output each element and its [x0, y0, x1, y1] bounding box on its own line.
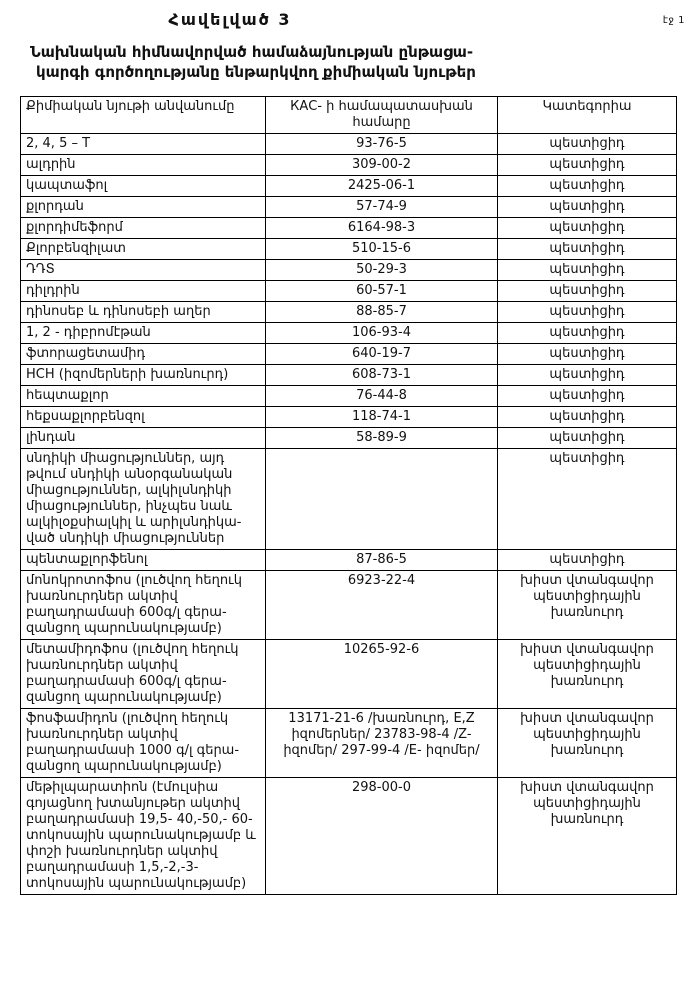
category-cell: խիստ վտանգավոր պեստիցիդային խառնուրդ [498, 570, 677, 639]
category-cell: պեստիցիդ [498, 217, 677, 238]
chemical-name-cell: Քլորբենզիլատ [21, 238, 266, 259]
cas-number-cell: 6923-22-4 [266, 570, 498, 639]
chemical-name-cell: սնդիկի միացություններ, այդ թվում սնդիկի անօրգանական միացություններ, ալկիլսնդիկի միացություններ, ինչպես նաև ալկիլօքսիալկիլ և արիլսնդիկա-ված սնդիկի միացություններ [21, 448, 266, 549]
chemical-name-cell: հեպտաքլոր [21, 385, 266, 406]
chemical-name-cell: դիլդրին [21, 280, 266, 301]
category-cell: պեստիցիդ [498, 343, 677, 364]
category-cell: պեստիցիդ [498, 427, 677, 448]
table-row [21, 385, 677, 406]
chemical-name-cell: մեթիլպարատիոն (էմուլսիա գոյացնող խտանյութեր ակտիվ բաղադրամասի 19,5- 40,-50,- 60- տոկոսային պարունակությամբ և փոշի խառնուրդներ ակտիվ բաղադրամասի 1,5,-2,-3- տոկոսային պարունակությամբ) [21, 777, 266, 894]
category-cell: պեստիցիդ [498, 133, 677, 154]
chemical-name-cell: ալդրին [21, 154, 266, 175]
cas-number-cell [266, 448, 498, 549]
subtitle-line: Նախնական հիմնավորված համաձայնության ընթացա- [30, 43, 474, 61]
cas-number-cell: 93-76-5 [266, 133, 498, 154]
chemical-name-cell: քլորդիմեֆորմ [21, 217, 266, 238]
table-row [21, 448, 677, 549]
category-cell: խիստ վտանգավոր պեստիցիդային խառնուրդ [498, 777, 677, 894]
chemical-name-cell: քլորդան [21, 196, 266, 217]
chemical-name-cell: HCH (իզոմերների խառնուրդ) [21, 364, 266, 385]
cas-number-cell: 58-89-9 [266, 427, 498, 448]
category-cell: խիստ վտանգավոր պեստիցիդային խառնուրդ [498, 708, 677, 777]
chemical-name-cell: ԴԴՏ [21, 259, 266, 280]
category-cell: պեստիցիդ [498, 322, 677, 343]
cas-number-cell: 6164-98-3 [266, 217, 498, 238]
col-header-category: Կատեգորիա [498, 96, 677, 133]
category-cell: պեստիցիդ [498, 154, 677, 175]
category-cell: պեստիցիդ [498, 280, 677, 301]
cas-number-cell: 76-44-8 [266, 385, 498, 406]
table-row [21, 322, 677, 343]
chemical-name-cell: լինդան [21, 427, 266, 448]
cas-number-cell: 10265-92-6 [266, 639, 498, 708]
chemical-name-cell: մոնոկրոտոֆոս (լուծվող հեղուկ խառնուրդներ ակտիվ բաղադրամասի 600գ/լ գերա-զանցող պարունակությամբ) [21, 570, 266, 639]
table-row [21, 427, 677, 448]
table-row [21, 639, 677, 708]
col-header-cas-number [266, 96, 498, 133]
table-row [21, 343, 677, 364]
category-cell: պեստիցիդ [498, 364, 677, 385]
table-row [21, 777, 677, 894]
cas-header-line: համարը [352, 114, 411, 130]
table-row [21, 238, 677, 259]
chemical-name-cell: հեքսաքլորբենզոլ [21, 406, 266, 427]
col-header-chemical-name: Քիմիական նյութի անվանումը [21, 96, 266, 133]
chemical-name-cell: 1, 2 - դիբրոմէթան [21, 322, 266, 343]
chemical-name-cell: կապտաֆոլ [21, 175, 266, 196]
page-number: էջ 1 [662, 15, 685, 26]
table-row [21, 301, 677, 322]
cas-number-cell: 57-74-9 [266, 196, 498, 217]
cas-number-cell: 608-73-1 [266, 364, 498, 385]
category-cell: պեստիցիդ [498, 238, 677, 259]
category-cell: պեստիցիդ [498, 406, 677, 427]
table-row [21, 364, 677, 385]
cas-number-cell: 50-29-3 [266, 259, 498, 280]
table-body [21, 133, 677, 894]
table-row [21, 175, 677, 196]
cas-number-cell: 2425-06-1 [266, 175, 498, 196]
cas-number-cell: 309-00-2 [266, 154, 498, 175]
category-cell: պեստիցիդ [498, 196, 677, 217]
category-cell: պեստիցիդ [498, 175, 677, 196]
page-subtitle [30, 42, 670, 83]
cas-number-cell: 60-57-1 [266, 280, 498, 301]
cas-header-line: КАС- ի համապատասխան [290, 98, 473, 114]
table-row [21, 133, 677, 154]
cas-number-cell: 87-86-5 [266, 549, 498, 570]
chemical-name-cell: դինոսեբ և դինոսեբի աղեր [21, 301, 266, 322]
category-cell: պեստիցիդ [498, 385, 677, 406]
chemical-name-cell: 2, 4, 5 – T [21, 133, 266, 154]
cas-number-cell: 13171-21-6 /խառնուրդ, E,Z իզոմերներ/ 23783-98-4 /Z- իզոմեր/ 297-99-4 /E- իզոմեր/ [266, 708, 498, 777]
cas-number-cell: 118-74-1 [266, 406, 498, 427]
cas-number-cell: 640-19-7 [266, 343, 498, 364]
table-row [21, 280, 677, 301]
chemical-name-cell: մետամիդոֆոս (լուծվող հեղուկ խառնուրդներ ակտիվ բաղադրամասի 600գ/լ գերա-զանցող պարունակությամբ) [21, 639, 266, 708]
table-row [21, 154, 677, 175]
cas-number-cell: 88-85-7 [266, 301, 498, 322]
table-header-row [21, 96, 677, 133]
cas-number-cell: 106-93-4 [266, 322, 498, 343]
subtitle-line: կարգի գործողությանը ենթարկվող քիմիական նյութեր [36, 63, 476, 82]
chemicals-table [20, 96, 677, 895]
category-cell: պեստիցիդ [498, 301, 677, 322]
cas-number-cell: 510-15-6 [266, 238, 498, 259]
cas-number-cell: 298-00-0 [266, 777, 498, 894]
table-row [21, 708, 677, 777]
table-row [21, 406, 677, 427]
table-row [21, 259, 677, 280]
table-row [21, 570, 677, 639]
category-cell: պեստիցիդ [498, 549, 677, 570]
document-page [0, 10, 699, 1002]
category-cell: պեստիցիդ [498, 448, 677, 549]
table-row [21, 196, 677, 217]
chemical-name-cell: ֆոսֆամիդոն (լուծվող հեղուկ խառնուրդներ ակտիվ բաղադրամասի 1000 գ/լ գերա-զանցող պարունակությամբ) [21, 708, 266, 777]
table-row [21, 217, 677, 238]
chemical-name-cell: պենտաքլորֆենոլ [21, 549, 266, 570]
category-cell: խիստ վտանգավոր պեստիցիդային խառնուրդ [498, 639, 677, 708]
chemical-name-cell: ֆտորացետամիդ [21, 343, 266, 364]
category-cell: պեստիցիդ [498, 259, 677, 280]
table-row [21, 549, 677, 570]
page-title: Հավելված 3 [168, 10, 292, 29]
